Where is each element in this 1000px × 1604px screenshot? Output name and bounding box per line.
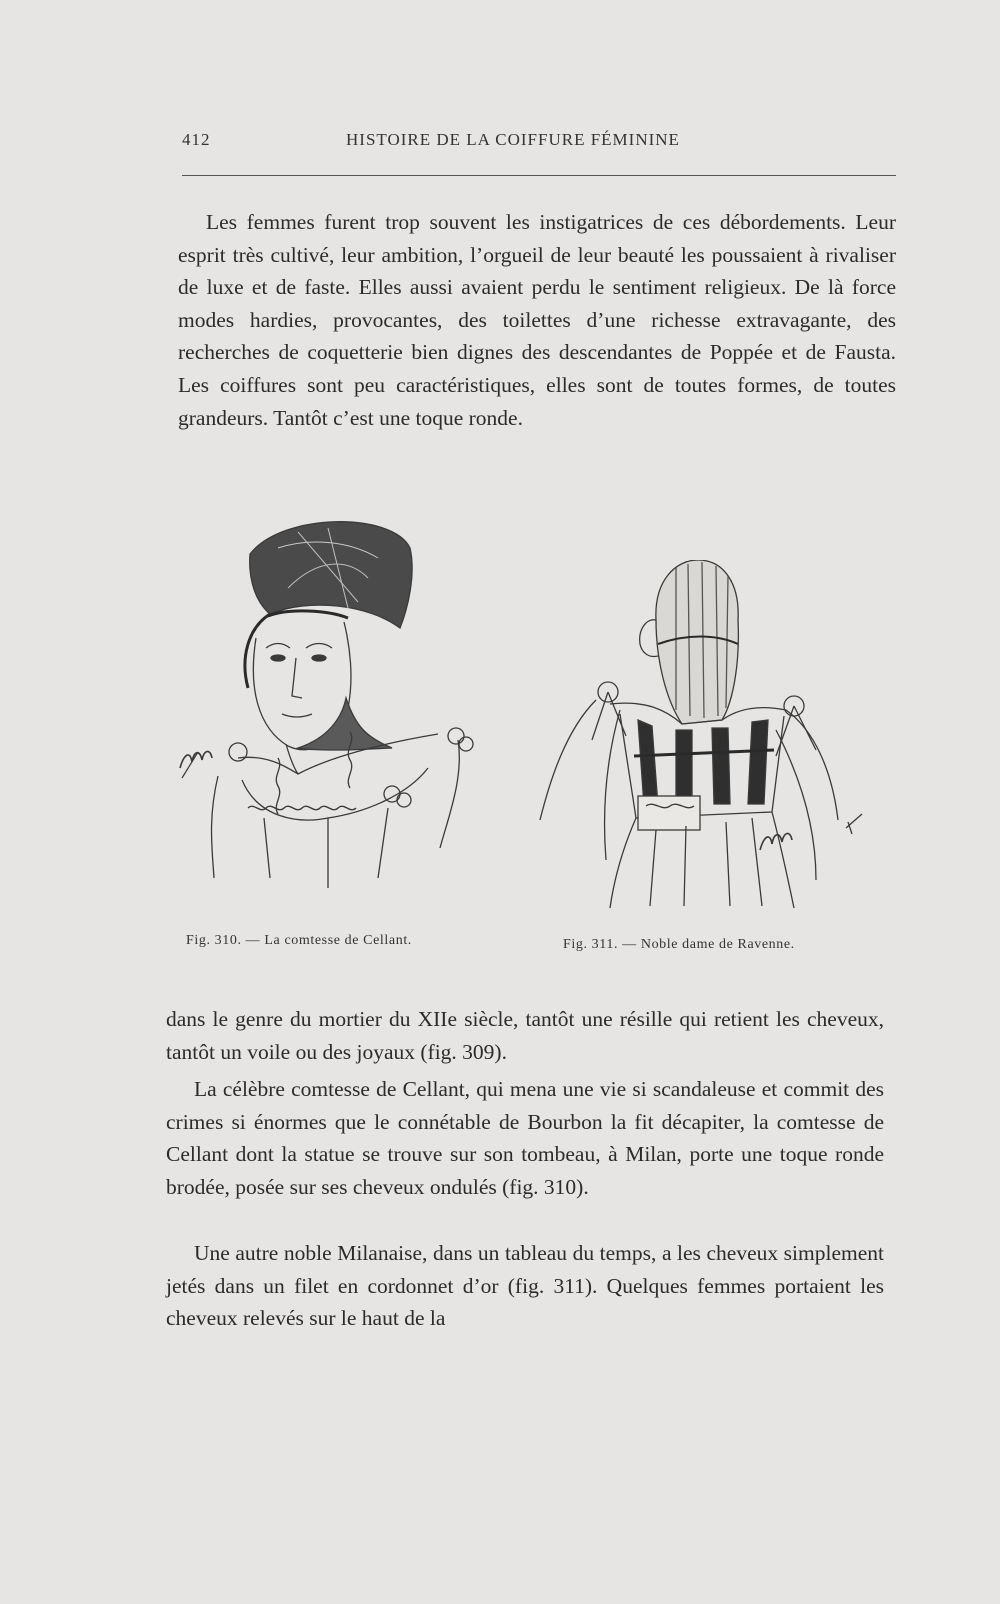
figure-311 bbox=[526, 560, 880, 910]
paragraph-1: Les femmes furent trop souvent les instigatrices de ces débordements. Leur esprit très cultivé, leur ambition, l’orgueil de leur beauté les poussaient à rivaliser de luxe et de faste. Elles aussi avaient perdu le sentiment religieux. De là force modes hardies, provocantes, des toilettes d’une richesse extravagante, des recherches de coquetterie bien dignes des descendantes de Poppée et de Fausta. Les coiffures sont peu caractéristiques, elles sont de toutes formes, de toutes grandeurs. Tantôt c’est une toque ronde. bbox=[178, 210, 896, 430]
header-rule bbox=[182, 175, 896, 176]
paragraph-2: dans le genre du mortier du XIIe siècle, tantôt une résille qui retient les cheveux, tantôt un voile ou des joyaux (fig. 309). bbox=[166, 1007, 884, 1064]
figure-311-caption: Fig. 311. — Noble dame de Ravenne. bbox=[563, 937, 795, 952]
paragraph-4: Une autre noble Milanaise, dans un tableau du temps, a les cheveux simplement jetés dans un filet en cordonnet d’or (fig. 311). Quelques femmes portaient les cheveux relevés sur le haut de la bbox=[166, 1241, 884, 1331]
portrait-noblewoman-toque-icon bbox=[178, 518, 496, 908]
figure-310 bbox=[178, 518, 496, 908]
page-number: 412 bbox=[182, 130, 211, 149]
page-header bbox=[180, 128, 896, 158]
running-title: HISTOIRE DE LA COIFFURE FÉMININE bbox=[346, 130, 680, 149]
figure-310-caption: Fig. 310. — La comtesse de Cellant. bbox=[186, 933, 412, 948]
noblewoman-back-view-hairnet-icon bbox=[526, 560, 880, 910]
paragraph-3: La célèbre comtesse de Cellant, qui mena une vie si scandaleuse et commit des crimes si énormes que le connétable de Bourbon la fit décapiter, la comtesse de Cellant dont la statue se trouve sur son tombeau, à Milan, porte une toque ronde brodée, posée sur ses cheveux ondulés (fig. 310). bbox=[166, 1077, 884, 1199]
